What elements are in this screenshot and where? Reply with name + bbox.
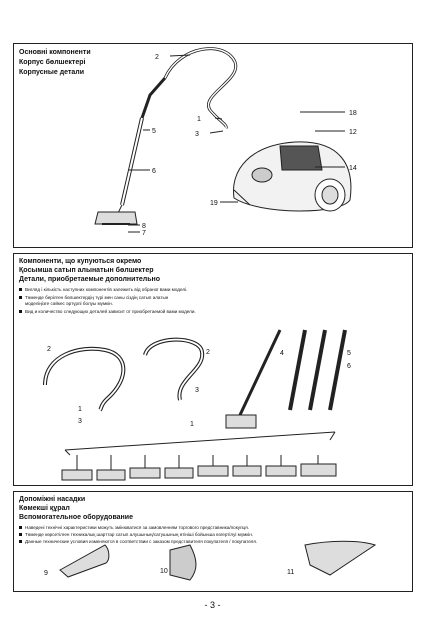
vacuum-body-illustration bbox=[234, 142, 351, 211]
hose-handle bbox=[142, 78, 165, 118]
section-title-kk: Көмекші құрал bbox=[19, 505, 70, 512]
section-title-uk: Допоміжні насадки bbox=[19, 496, 86, 503]
note-kk: Төменде берілген бөлшектердің түрі мен саны сіздің сатып алатын bbox=[19, 295, 168, 301]
note-ru: Данные технические условия изменяются в соответствии с заказом представителя покупателя / покупателя. bbox=[19, 539, 257, 545]
floor-brush-illustration bbox=[95, 205, 137, 224]
callout-6: 6 bbox=[152, 168, 156, 175]
note-kk-cont: моделіңізге сәйкес әртүрлі болуы мүмкін. bbox=[25, 301, 113, 306]
callout-1: 1 bbox=[197, 116, 201, 123]
note-kk: Төменде көрсетілген техникалық шарттар сатып алушының/сатушының өтініші бойынша өзгертілуі мүмкін. bbox=[19, 532, 253, 538]
section-title-ru: Корпусные детали bbox=[19, 69, 85, 76]
dusting-brush bbox=[170, 545, 196, 580]
tube-segment-2 bbox=[310, 330, 325, 410]
callout-4: 4 bbox=[280, 350, 284, 357]
section-title-kk: Қосымша сатып алынатын бөлшектер bbox=[19, 267, 154, 274]
callout-1a: 1 bbox=[78, 406, 82, 413]
callout-10: 10 bbox=[160, 568, 168, 575]
callout-8: 8 bbox=[142, 223, 146, 230]
section-title-kk: Корпус бөлшектері bbox=[19, 59, 86, 66]
crevice-tool bbox=[60, 545, 109, 577]
hose-a-illustration bbox=[45, 349, 123, 410]
callout-2: 2 bbox=[155, 54, 159, 61]
callout-9: 9 bbox=[44, 570, 48, 577]
note-ru: Вид и количество следующих деталей зависит от приобретаемой вами модели. bbox=[19, 309, 196, 315]
callout-2b: 2 bbox=[206, 349, 210, 356]
callout-3: 3 bbox=[195, 131, 199, 138]
upholstery-tool bbox=[305, 541, 375, 575]
section-title-uk: Основні компоненти bbox=[19, 49, 91, 56]
callout-1b: 1 bbox=[190, 421, 194, 428]
callout-3a: 3 bbox=[78, 418, 82, 425]
page-number: - 3 - bbox=[204, 600, 221, 610]
callout-5: 5 bbox=[347, 350, 351, 357]
callout-19: 19 bbox=[210, 200, 218, 207]
callout-12: 12 bbox=[349, 129, 357, 136]
callout-5: 5 bbox=[152, 128, 156, 135]
brush-row bbox=[62, 455, 336, 480]
section-title-uk: Компоненти, що купуються окремо bbox=[19, 258, 142, 265]
callout-11: 11 bbox=[287, 569, 295, 576]
tube-segment-3 bbox=[330, 330, 345, 410]
callout-2a: 2 bbox=[47, 346, 51, 353]
callout-18: 18 bbox=[349, 110, 357, 117]
callout-14: 14 bbox=[349, 165, 357, 172]
note-uk: Наведені технічні характеристики можуть змінюватися за замовленням торгового представника/покупця. bbox=[19, 525, 249, 531]
callout-7: 7 bbox=[142, 230, 146, 237]
callout-3b: 3 bbox=[195, 387, 199, 394]
tube-segment-1 bbox=[290, 330, 305, 410]
note-uk: Вигляд і кількість наступних компонентів залежить від обраної вами моделі. bbox=[19, 287, 187, 293]
section-title-ru: Детали, приобретаемые дополнительно bbox=[19, 276, 161, 283]
callout-6: 6 bbox=[347, 363, 351, 370]
tube-with-brush bbox=[240, 330, 280, 415]
hose-b-illustration bbox=[145, 340, 202, 400]
section-title-ru: Вспомогательное оборудование bbox=[19, 514, 133, 521]
